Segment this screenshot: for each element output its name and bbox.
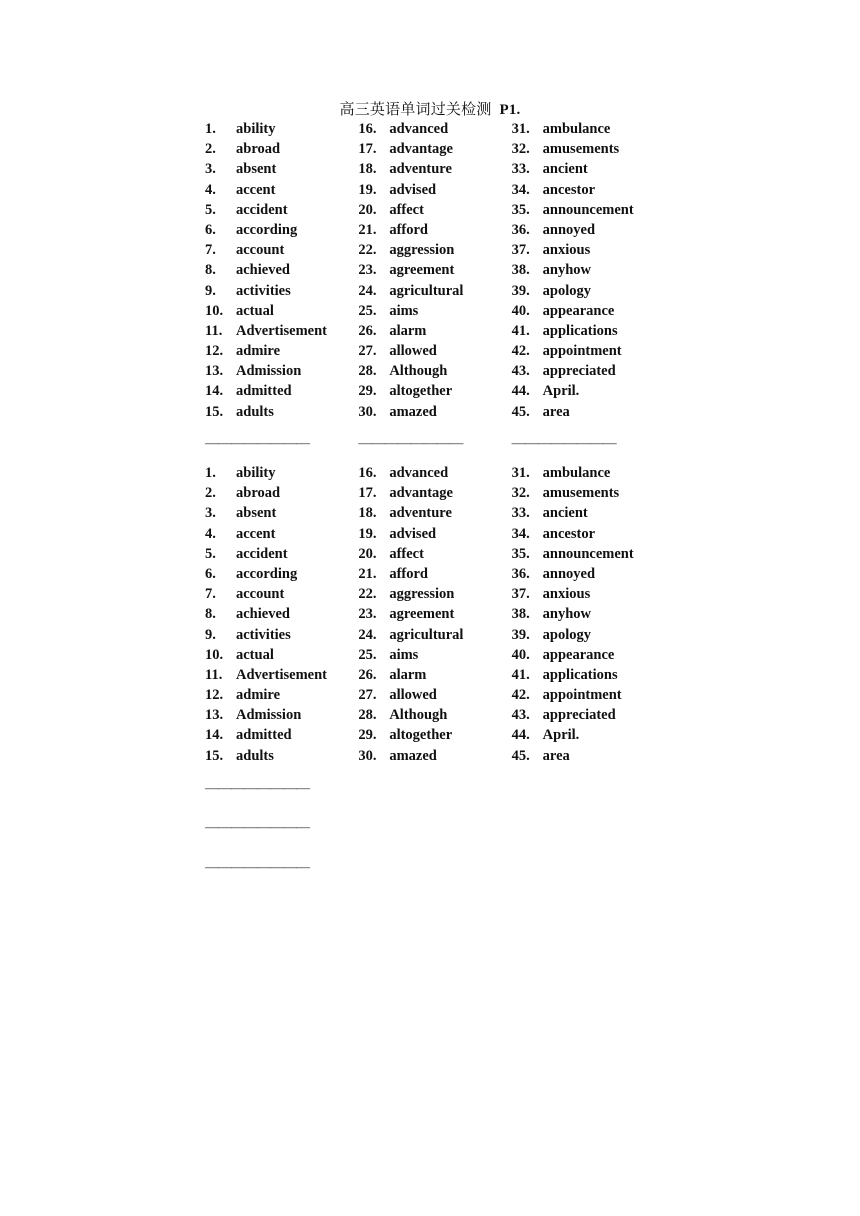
word-text: ability bbox=[236, 121, 276, 137]
word-entry bbox=[358, 725, 511, 745]
word-number: 32. bbox=[511, 141, 530, 158]
word-entry bbox=[358, 301, 511, 321]
word-number: 19. bbox=[358, 181, 377, 198]
word-number: 19. bbox=[358, 525, 377, 542]
word-entry bbox=[358, 281, 511, 301]
word-text: ambulance bbox=[542, 121, 611, 137]
word-text: area bbox=[542, 747, 570, 764]
word-number: 39. bbox=[511, 626, 530, 643]
word-text: ancient bbox=[542, 161, 588, 178]
word-entry bbox=[358, 483, 511, 503]
word-entry bbox=[358, 685, 511, 705]
word-text: altogether bbox=[389, 383, 453, 400]
word-text: account bbox=[236, 586, 285, 603]
word-text: appreciated bbox=[542, 363, 616, 380]
word-text: account bbox=[236, 242, 285, 259]
word-text: activities bbox=[236, 626, 291, 643]
word-number: 38. bbox=[511, 606, 530, 623]
word-number: 27. bbox=[358, 343, 377, 360]
word-entry bbox=[358, 159, 511, 179]
word-entry bbox=[205, 604, 358, 624]
word-text: amazed bbox=[389, 747, 437, 764]
word-text: appointment bbox=[542, 343, 622, 360]
word-number: 34. bbox=[511, 525, 530, 542]
word-number: 30. bbox=[358, 747, 377, 764]
word-number: 12. bbox=[205, 343, 224, 360]
word-entry bbox=[205, 159, 358, 179]
word-text: absent bbox=[236, 161, 277, 178]
word-entry bbox=[358, 240, 511, 260]
word-text: announcement bbox=[542, 201, 634, 218]
word-number: 18. bbox=[358, 161, 377, 178]
word-text: amusements bbox=[542, 141, 620, 158]
word-number: 14. bbox=[205, 727, 224, 744]
word-entry bbox=[512, 119, 665, 139]
word-number: 43. bbox=[511, 363, 530, 380]
word-column-list bbox=[358, 463, 511, 766]
word-number: 3. bbox=[205, 161, 216, 178]
word-entry bbox=[205, 180, 358, 200]
word-entry bbox=[512, 746, 665, 766]
word-number: 35. bbox=[511, 545, 530, 562]
word-text: aggression bbox=[389, 586, 455, 603]
word-number: 9. bbox=[205, 626, 216, 643]
word-text: agreement bbox=[389, 262, 455, 279]
word-entry bbox=[205, 665, 358, 685]
word-number: 43. bbox=[511, 707, 530, 724]
word-number: 28. bbox=[358, 363, 377, 380]
word-text: ancient bbox=[542, 505, 588, 522]
word-column-1 bbox=[205, 119, 358, 422]
word-number: 22. bbox=[358, 586, 377, 603]
word-text: allowed bbox=[389, 687, 437, 704]
word-entry bbox=[512, 321, 665, 341]
word-text: amazed bbox=[389, 403, 437, 420]
word-number: 18. bbox=[358, 505, 377, 522]
word-entry bbox=[358, 180, 511, 200]
word-text: adults bbox=[236, 747, 274, 764]
word-entry bbox=[358, 139, 511, 159]
word-column-list bbox=[358, 119, 511, 422]
word-text: adventure bbox=[389, 505, 452, 522]
word-number: 14. bbox=[205, 383, 224, 400]
word-entry bbox=[358, 584, 511, 604]
word-text: ancestor bbox=[542, 525, 595, 542]
separator-3: ———————— bbox=[511, 436, 616, 451]
word-number: 13. bbox=[205, 707, 224, 724]
word-text: admitted bbox=[236, 727, 292, 744]
word-column-list bbox=[205, 119, 358, 422]
bottom-line-3: ———————— bbox=[205, 860, 309, 875]
word-text: area bbox=[542, 403, 570, 420]
word-text: aggression bbox=[389, 242, 455, 259]
word-text: ambulance bbox=[542, 465, 611, 481]
word-text: ability bbox=[236, 465, 276, 481]
word-entry bbox=[205, 705, 358, 725]
word-number: 1. bbox=[205, 121, 216, 137]
word-entry bbox=[512, 381, 665, 401]
word-text: appreciated bbox=[542, 707, 616, 724]
word-list-2-columns bbox=[205, 463, 665, 766]
word-number: 11. bbox=[205, 322, 223, 339]
word-entry bbox=[205, 361, 358, 381]
word-text: admire bbox=[236, 343, 281, 360]
title-text: 高三英语单词过关检测 bbox=[339, 102, 492, 118]
word-text: advantage bbox=[389, 485, 453, 502]
word-text: appointment bbox=[542, 687, 622, 704]
word-number: 17. bbox=[358, 141, 377, 158]
word-number: 2. bbox=[205, 485, 216, 502]
word-entry bbox=[512, 301, 665, 321]
word-number: 9. bbox=[205, 282, 216, 299]
word-number: 15. bbox=[205, 747, 224, 764]
word-entry bbox=[205, 524, 358, 544]
word-entry bbox=[205, 341, 358, 361]
word-number: 38. bbox=[511, 262, 530, 279]
word-number: 31. bbox=[511, 121, 530, 137]
word-number: 37. bbox=[511, 586, 530, 603]
word-number: 16. bbox=[358, 121, 377, 137]
word-text: abroad bbox=[236, 141, 281, 158]
word-number: 42. bbox=[511, 343, 530, 360]
word-text: apology bbox=[542, 282, 591, 299]
word-number: 16. bbox=[358, 465, 377, 481]
word-number: 30. bbox=[358, 403, 377, 420]
word-number: 24. bbox=[358, 282, 377, 299]
word-text: admitted bbox=[236, 383, 292, 400]
word-entry bbox=[512, 463, 665, 483]
word-entry bbox=[512, 200, 665, 220]
word-entry bbox=[512, 524, 665, 544]
word-entry bbox=[205, 119, 358, 139]
word-entry bbox=[205, 200, 358, 220]
word-column-2 bbox=[358, 119, 511, 422]
word-text: allowed bbox=[389, 343, 437, 360]
word-entry bbox=[358, 705, 511, 725]
word-text: agricultural bbox=[389, 626, 464, 643]
separator-row bbox=[205, 434, 665, 454]
word-entry bbox=[358, 746, 511, 766]
word-entry bbox=[512, 725, 665, 745]
word-entry bbox=[512, 625, 665, 645]
word-text: advantage bbox=[389, 141, 453, 158]
word-entry bbox=[205, 685, 358, 705]
word-entry bbox=[205, 564, 358, 584]
word-entry bbox=[358, 220, 511, 240]
word-text: absent bbox=[236, 505, 277, 522]
word-list-2 bbox=[205, 463, 665, 766]
word-text: according bbox=[236, 221, 298, 238]
word-text: accent bbox=[236, 525, 276, 542]
word-entry bbox=[205, 220, 358, 240]
word-entry bbox=[358, 341, 511, 361]
word-text: altogether bbox=[389, 727, 453, 744]
word-text: anyhow bbox=[542, 262, 592, 279]
word-text: April. bbox=[542, 383, 580, 400]
word-text: achieved bbox=[236, 606, 290, 623]
word-entry bbox=[512, 665, 665, 685]
word-text: actual bbox=[236, 302, 274, 319]
word-entry bbox=[205, 402, 358, 422]
word-text: agreement bbox=[389, 606, 455, 623]
word-text: annoyed bbox=[542, 221, 596, 238]
word-number: 3. bbox=[205, 505, 216, 522]
word-number: 8. bbox=[205, 262, 216, 279]
word-number: 20. bbox=[358, 201, 377, 218]
word-text: achieved bbox=[236, 262, 290, 279]
word-number: 27. bbox=[358, 687, 377, 704]
word-text: aims bbox=[389, 646, 419, 663]
word-entry bbox=[358, 119, 511, 139]
word-number: 20. bbox=[358, 545, 377, 562]
bottom-line-2: ———————— bbox=[205, 820, 309, 835]
word-entry bbox=[512, 159, 665, 179]
word-text: applications bbox=[542, 322, 618, 339]
word-number: 45. bbox=[511, 403, 530, 420]
word-text: agricultural bbox=[389, 282, 464, 299]
word-number: 45. bbox=[511, 747, 530, 764]
word-number: 29. bbox=[358, 383, 377, 400]
word-number: 29. bbox=[358, 727, 377, 744]
word-number: 36. bbox=[511, 221, 530, 238]
word-entry bbox=[358, 645, 511, 665]
word-text: alarm bbox=[389, 666, 427, 683]
word-entry bbox=[512, 341, 665, 361]
word-entry bbox=[512, 220, 665, 240]
word-text: appearance bbox=[542, 302, 615, 319]
word-entry bbox=[205, 260, 358, 280]
word-number: 40. bbox=[511, 302, 530, 319]
word-text: ancestor bbox=[542, 181, 595, 198]
word-text: appearance bbox=[542, 646, 615, 663]
word-entry bbox=[512, 564, 665, 584]
word-entry bbox=[512, 483, 665, 503]
word-text: amusements bbox=[542, 485, 620, 502]
word-entry bbox=[205, 725, 358, 745]
word-text: announcement bbox=[542, 545, 634, 562]
word-number: 5. bbox=[205, 545, 216, 562]
word-text: advanced bbox=[389, 465, 449, 481]
word-text: anyhow bbox=[542, 606, 592, 623]
word-number: 23. bbox=[358, 606, 377, 623]
word-number: 44. bbox=[511, 727, 530, 744]
word-number: 21. bbox=[358, 565, 377, 582]
word-text: April. bbox=[542, 727, 580, 744]
separator-1: ———————— bbox=[205, 436, 309, 451]
word-text: anxious bbox=[542, 586, 591, 603]
page-title bbox=[0, 98, 860, 119]
word-entry bbox=[358, 625, 511, 645]
word-column-1 bbox=[205, 463, 358, 766]
word-column-3 bbox=[512, 463, 665, 766]
word-number: 15. bbox=[205, 403, 224, 420]
word-entry bbox=[205, 584, 358, 604]
word-text: afford bbox=[389, 565, 428, 582]
word-number: 34. bbox=[511, 181, 530, 198]
word-text: annoyed bbox=[542, 565, 596, 582]
word-text: adults bbox=[236, 403, 274, 420]
word-number: 41. bbox=[511, 666, 530, 683]
word-entry bbox=[205, 381, 358, 401]
word-number: 31. bbox=[511, 465, 530, 481]
word-text: advised bbox=[389, 525, 437, 542]
separator-2: ———————— bbox=[358, 436, 463, 451]
word-number: 42. bbox=[511, 687, 530, 704]
word-text: accident bbox=[236, 545, 288, 562]
bottom-line-1: ———————— bbox=[205, 781, 309, 796]
word-entry bbox=[205, 645, 358, 665]
word-number: 17. bbox=[358, 485, 377, 502]
word-entry bbox=[205, 503, 358, 523]
word-number: 36. bbox=[511, 565, 530, 582]
word-entry bbox=[512, 685, 665, 705]
word-number: 7. bbox=[205, 586, 216, 603]
word-number: 10. bbox=[205, 302, 224, 319]
word-number: 22. bbox=[358, 242, 377, 259]
word-number: 21. bbox=[358, 221, 377, 238]
word-entry bbox=[205, 281, 358, 301]
word-number: 4. bbox=[205, 181, 216, 198]
word-text: accident bbox=[236, 201, 288, 218]
word-number: 6. bbox=[205, 565, 216, 582]
word-text: actual bbox=[236, 646, 274, 663]
word-number: 40. bbox=[511, 646, 530, 663]
word-number: 6. bbox=[205, 221, 216, 238]
word-column-list bbox=[512, 463, 665, 766]
word-entry bbox=[512, 361, 665, 381]
word-list-1-columns bbox=[205, 119, 665, 422]
word-entry bbox=[512, 260, 665, 280]
word-entry bbox=[358, 402, 511, 422]
word-number: 39. bbox=[511, 282, 530, 299]
word-text: according bbox=[236, 565, 298, 582]
word-text: Although bbox=[389, 363, 448, 380]
word-text: accent bbox=[236, 181, 276, 198]
word-entry bbox=[205, 544, 358, 564]
word-entry bbox=[358, 321, 511, 341]
word-entry bbox=[358, 604, 511, 624]
word-number: 11. bbox=[205, 666, 223, 683]
word-entry bbox=[512, 240, 665, 260]
word-text: Advertisement bbox=[236, 666, 328, 683]
word-number: 24. bbox=[358, 626, 377, 643]
word-number: 28. bbox=[358, 707, 377, 724]
word-entry bbox=[512, 180, 665, 200]
word-entry bbox=[358, 361, 511, 381]
word-entry bbox=[358, 503, 511, 523]
word-text: affect bbox=[389, 201, 424, 218]
word-column-2 bbox=[358, 463, 511, 766]
word-number: 32. bbox=[511, 485, 530, 502]
word-number: 7. bbox=[205, 242, 216, 259]
word-text: Admission bbox=[236, 707, 302, 724]
word-text: anxious bbox=[542, 242, 591, 259]
word-entry bbox=[205, 139, 358, 159]
word-entry bbox=[205, 240, 358, 260]
word-text: applications bbox=[542, 666, 618, 683]
word-number: 4. bbox=[205, 525, 216, 542]
word-number: 23. bbox=[358, 262, 377, 279]
word-number: 25. bbox=[358, 646, 377, 663]
word-text: Advertisement bbox=[236, 322, 328, 339]
word-column-3 bbox=[512, 119, 665, 422]
word-number: 10. bbox=[205, 646, 224, 663]
word-entry bbox=[205, 463, 358, 483]
word-number: 26. bbox=[358, 666, 377, 683]
word-entry bbox=[358, 463, 511, 483]
word-number: 2. bbox=[205, 141, 216, 158]
word-entry bbox=[512, 604, 665, 624]
word-entry bbox=[358, 381, 511, 401]
word-entry bbox=[512, 705, 665, 725]
word-text: advised bbox=[389, 181, 437, 198]
word-entry bbox=[512, 544, 665, 564]
word-number: 13. bbox=[205, 363, 224, 380]
word-text: alarm bbox=[389, 322, 427, 339]
word-text: abroad bbox=[236, 485, 281, 502]
word-list-1 bbox=[205, 119, 665, 422]
word-entry bbox=[512, 281, 665, 301]
word-text: afford bbox=[389, 221, 428, 238]
word-entry bbox=[205, 746, 358, 766]
word-entry bbox=[358, 524, 511, 544]
title-page-label: P1. bbox=[499, 102, 521, 118]
word-entry bbox=[512, 584, 665, 604]
word-number: 26. bbox=[358, 322, 377, 339]
word-entry bbox=[205, 321, 358, 341]
word-text: apology bbox=[542, 626, 591, 643]
word-text: affect bbox=[389, 545, 424, 562]
word-text: adventure bbox=[389, 161, 452, 178]
word-entry bbox=[512, 503, 665, 523]
word-text: admire bbox=[236, 687, 281, 704]
word-entry bbox=[358, 200, 511, 220]
word-entry bbox=[205, 625, 358, 645]
word-text: aims bbox=[389, 302, 419, 319]
word-entry bbox=[512, 402, 665, 422]
word-number: 37. bbox=[511, 242, 530, 259]
word-number: 33. bbox=[511, 505, 530, 522]
word-entry bbox=[358, 544, 511, 564]
word-text: activities bbox=[236, 282, 291, 299]
word-entry bbox=[512, 645, 665, 665]
word-number: 44. bbox=[511, 383, 530, 400]
word-entry bbox=[205, 483, 358, 503]
word-column-list bbox=[512, 119, 665, 422]
word-number: 8. bbox=[205, 606, 216, 623]
word-text: Admission bbox=[236, 363, 302, 380]
word-entry bbox=[512, 139, 665, 159]
word-entry bbox=[205, 301, 358, 321]
word-number: 12. bbox=[205, 687, 224, 704]
word-number: 1. bbox=[205, 465, 216, 481]
word-entry bbox=[358, 564, 511, 584]
word-entry bbox=[358, 665, 511, 685]
word-number: 41. bbox=[511, 322, 530, 339]
word-text: advanced bbox=[389, 121, 449, 137]
word-number: 35. bbox=[511, 201, 530, 218]
word-number: 33. bbox=[511, 161, 530, 178]
word-entry bbox=[358, 260, 511, 280]
word-column-list bbox=[205, 463, 358, 766]
word-number: 5. bbox=[205, 201, 216, 218]
word-text: Although bbox=[389, 707, 448, 724]
word-number: 25. bbox=[358, 302, 377, 319]
